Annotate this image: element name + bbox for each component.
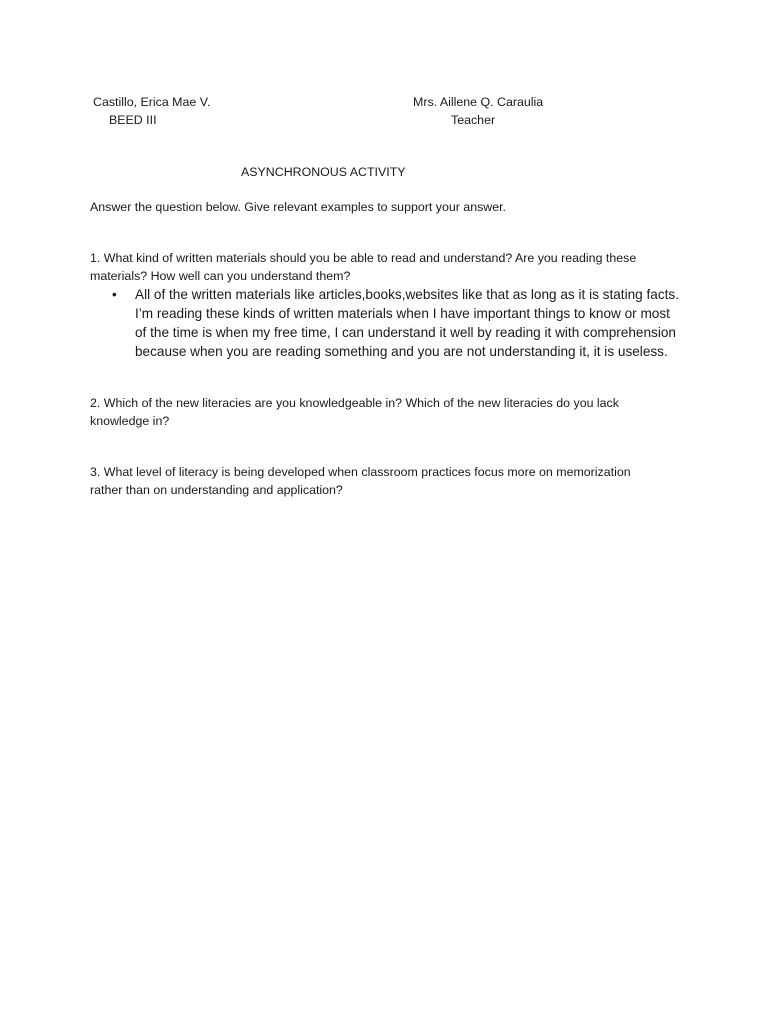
question-1-line-1: 1. What kind of written materials should you be able to read and understand? Are you reading these bbox=[90, 251, 637, 265]
answer-1-bullet: • bbox=[112, 287, 117, 302]
student-name: Castillo, Erica Mae V. bbox=[93, 95, 211, 109]
student-course: BEED III bbox=[109, 113, 157, 127]
teacher-role: Teacher bbox=[451, 113, 496, 127]
document-title: ASYNCHRONOUS ACTIVITY bbox=[241, 165, 406, 179]
question-3-line-2: rather than on understanding and application? bbox=[90, 483, 343, 497]
question-2-line-2: knowledge in? bbox=[90, 414, 170, 428]
teacher-name: Mrs. Aillene Q. Caraulia bbox=[413, 95, 544, 109]
question-1-line-2: materials? How well can you understand them? bbox=[90, 269, 351, 283]
question-2-line-1: 2. Which of the new literacies are you knowledgeable in? Which of the new literacies do you lack bbox=[90, 396, 619, 410]
question-3-line-1: 3. What level of literacy is being developed when classroom practices focus more on memorization bbox=[90, 465, 631, 479]
answer-1-text: All of the written materials like articles,books,websites like that as long as it is stating facts. I’m reading these kinds of written materials when I have important things to know or most of the time is when my free time, I can understand it well by reading it with comprehension because when you are reading something and you are not understanding it, it is useless. bbox=[135, 287, 679, 359]
instructions-text: Answer the question below. Give relevant examples to support your answer. bbox=[90, 200, 506, 214]
